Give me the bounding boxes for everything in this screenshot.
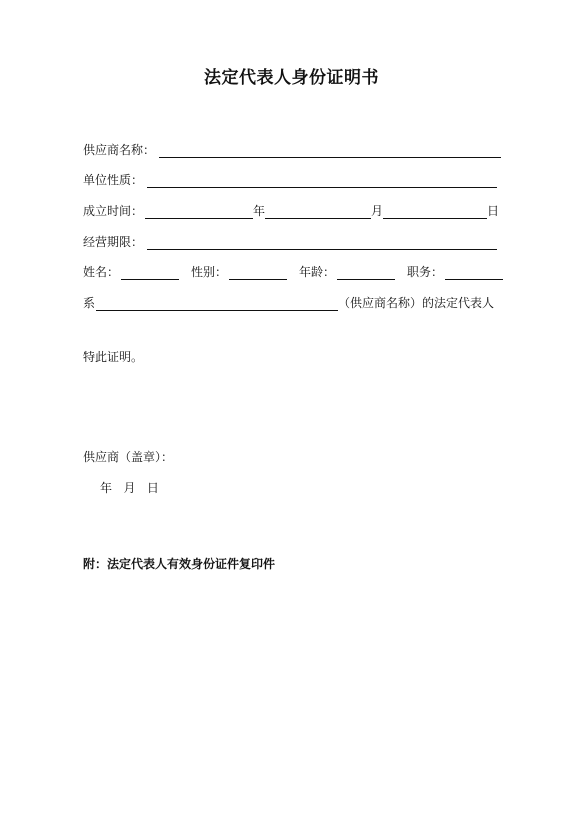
established-year-field[interactable] bbox=[145, 203, 253, 219]
signature-date-row bbox=[100, 480, 159, 496]
is-prefix: 系 bbox=[83, 296, 96, 310]
stamp-row bbox=[83, 449, 173, 465]
name-label: 姓名： bbox=[83, 265, 120, 279]
position-field[interactable] bbox=[445, 264, 503, 280]
supplier-name-field[interactable] bbox=[159, 142, 501, 158]
is-suffix: （供应商名称）的法定代表人 bbox=[338, 296, 495, 310]
name-field[interactable] bbox=[121, 264, 179, 280]
established-label: 成立时间： bbox=[83, 204, 144, 218]
legal-rep-supplier-field[interactable] bbox=[96, 295, 338, 311]
attachment-row bbox=[83, 556, 275, 572]
personal-info-row bbox=[83, 264, 503, 280]
day-label: 日 bbox=[487, 204, 500, 218]
stamp-label: 供应商（盖章）： bbox=[83, 450, 174, 464]
certify-text: 特此证明。 bbox=[83, 350, 144, 364]
unit-nature-field[interactable] bbox=[147, 172, 497, 188]
age-field[interactable] bbox=[337, 264, 395, 280]
business-term-field[interactable] bbox=[147, 234, 497, 250]
position-label: 职务： bbox=[407, 265, 444, 279]
business-term-label: 经营期限： bbox=[83, 235, 144, 249]
established-month-field[interactable] bbox=[265, 203, 371, 219]
supplier-name-label: 供应商名称： bbox=[83, 143, 156, 157]
document-title: 法定代表人身份证明书 bbox=[204, 68, 379, 88]
gender-field[interactable] bbox=[229, 264, 287, 280]
gender-label: 性别： bbox=[191, 265, 228, 279]
legal-rep-row bbox=[83, 295, 494, 311]
signature-date: 年 月 日 bbox=[100, 481, 159, 495]
established-row bbox=[83, 203, 499, 219]
certify-row bbox=[83, 349, 143, 365]
unit-nature-label: 单位性质： bbox=[83, 173, 144, 187]
age-label: 年龄： bbox=[299, 265, 336, 279]
unit-nature-row bbox=[83, 172, 497, 188]
established-day-field[interactable] bbox=[383, 203, 487, 219]
month-label: 月 bbox=[371, 204, 384, 218]
business-term-row bbox=[83, 234, 497, 250]
supplier-name-row bbox=[83, 142, 501, 158]
attachment-note: 附：法定代表人有效身份证件复印件 bbox=[83, 557, 276, 571]
year-label: 年 bbox=[253, 204, 266, 218]
